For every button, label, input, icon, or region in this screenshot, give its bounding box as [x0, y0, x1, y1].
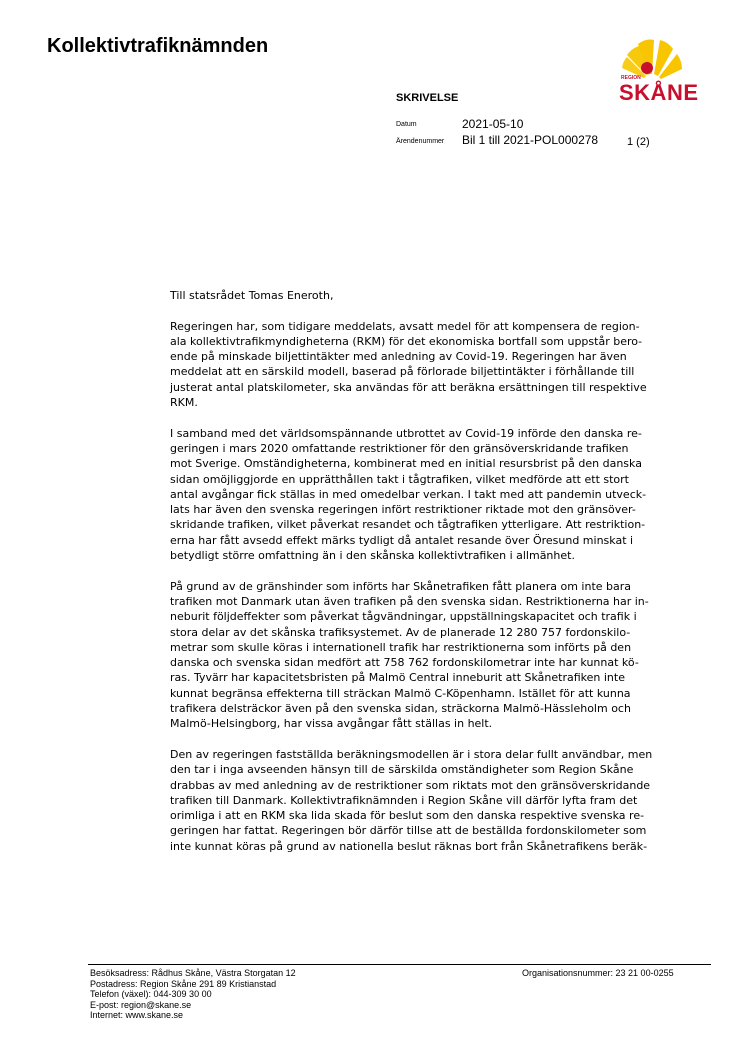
organization-title: Kollektivtrafiknämnden — [47, 35, 269, 57]
paragraph-3: På grund av de gränshinder som införts har Skånetrafiken fått planera om inte bara trafiken mot Danmark utan även trafiken på den svenska sidan. Restriktionerna har in- neburit följdeffekter som påverkat tågvändningar, uppställningskapacitet och trafik i stora delar av det skånska trafiksystemet. Av de planerade 12 280 757 fordonskilo- metrar som skulle köras i internationell trafik har restriktionerna som införts på den danska och svenska sidan medfört att 758 762 fordonskilometrar inte har kunnat kö- ras. Tyvärr har kapacitetsbristen på Malmö Central inneburit att Skånetrafiken inte kunnat begränsa effekterna till sträckan Malmö C-Köpenhamn. Istället för att kunna trafikera delsträckor även på den svenska sidan, sträckorna Malmö-Hässleholm och Malmö-Helsingborg, har vissa avgångar fått ställas in helt. — [170, 579, 649, 731]
footer-email: E-post: region@skane.se — [90, 999, 192, 1010]
logo-region-text: REGION — [621, 75, 641, 81]
date-label: Datum — [396, 121, 417, 128]
document-type: SKRIVELSE — [396, 92, 459, 104]
paragraph-2: I samband med det världsomspännande utbrottet av Covid-19 införde den danska re- geringen i mars 2020 omfattande restriktioner för den gränsöverskridande trafiken mot Sverige. Omständigheterna, kombinerat med en initial resursbrist på den danska sidan omöjliggjorde en upprätthållen takt i tågtrafiken, vilket medförde att ett stort antal avgångar fick ställas in med omedelbar verkan. I takt med att pandemin utveck- lats har även den svenska regeringen infört restriktioner riktade mot den gränsöver- skridande trafiken, vilket påverkat resandet och tågtrafiken ytterligare. Att restriktion- erna har fått avsedd effekt märks tydligt då antalet resande över Öresund minskat i betydligt större omfattning än i den skånska kollektivtrafiken i allmänhet. — [170, 426, 647, 563]
page-indicator: 1 (2) — [627, 136, 650, 148]
footer-org-number: Organisationsnummer: 23 21 00-0255 — [522, 968, 674, 978]
logo-skane-text: SKÅNE — [619, 80, 699, 105]
footer-phone: Telefon (växel): 044-309 30 00 — [90, 989, 212, 999]
footer-internet: Internet: www.skane.se — [90, 1010, 184, 1020]
salutation: Till statsrådet Tomas Eneroth, — [170, 289, 334, 302]
logo-sun-rays — [622, 40, 682, 80]
logo-dot — [641, 62, 653, 74]
date-value: 2021-05-10 — [462, 117, 524, 131]
footer-contact — [90, 968, 296, 1021]
paragraph-1: Regeringen har, som tidigare meddelats, avsatt medel för att kompensera de region- ala kollektivtrafikmyndigheterna (RKM) för det ekonomiska bortfall som uppstår bero- ende på minskade biljettintäkter med anledning av Covid-19. Regeringen har även meddelat att en särskild modell, baserad på förlorade biljettintäkter i förhållande till justerat antal platskilometer, ska användas för att beräkna ersättningen till respektive RKM. — [170, 319, 647, 410]
letter-body — [170, 288, 660, 869]
footer-postal-address: Postadress: Region Skåne 291 89 Kristianstad — [90, 978, 277, 989]
case-number-value: Bil 1 till 2021-POL000278 — [462, 133, 599, 147]
footer-divider — [88, 964, 711, 965]
paragraph-4: Den av regeringen fastställda beräkningsmodellen är i stora delar fullt användbar, men den tar i inga avseenden hänsyn till de särskilda omständigheter som Region Skåne drabbas av med anledning av de restriktioner som riktats mot den gränsöverskridande trafiken till Danmark. Kollektivtrafiknämnden i Region Skåne vill därför lyfta fram det orimliga i att en RKM ska lida skada för beslut som den danska respektive svenska re- geringen har fattat. Regeringen bör därför tillse att de beställda fordonskilometer som inte kunnat köras på grund av nationella beslut räknas bort från Skånetrafikens beräk- — [170, 747, 653, 853]
footer-visiting-address: Besöksadress: Rådhus Skåne, Västra Storgatan 12 — [90, 968, 296, 978]
case-number-label: Ärendenummer — [396, 138, 445, 145]
